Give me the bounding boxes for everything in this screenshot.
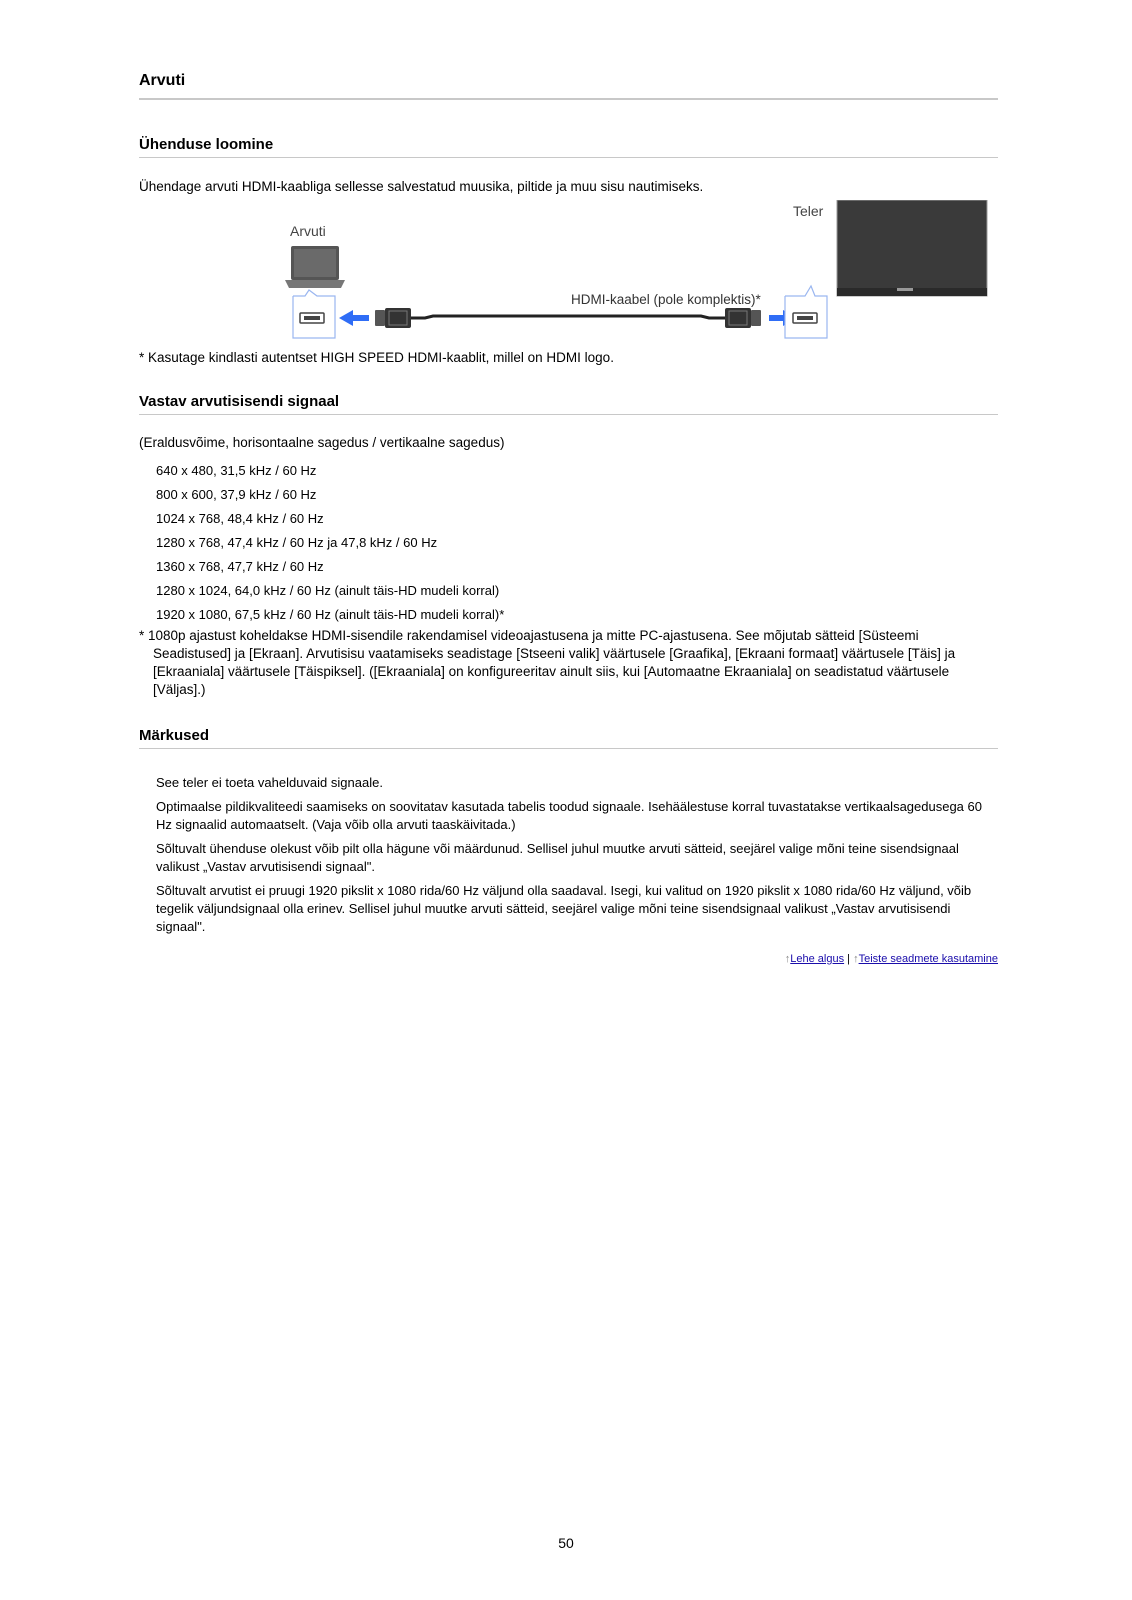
page-title: Arvuti [139,72,998,100]
section-heading-notes: Märkused [139,727,998,749]
signal-item: 1280 x 768, 47,4 kHz / 60 Hz ja 47,8 kHz / 60 Hz [156,535,438,550]
link-page-top[interactable]: Lehe algus [790,953,845,965]
link-other-devices[interactable]: Teiste seadmete kasutamine [858,953,998,965]
signal-item: 1920 x 1080, 67,5 kHz / 60 Hz (ainult täis-HD mudeli korral)* [156,607,505,622]
arrow-up-icon: ↑ [784,953,791,965]
footer-links [785,953,998,965]
tv-icon [837,200,987,296]
signal-item: 640 x 480, 31,5 kHz / 60 Hz [156,463,317,478]
hdmi-cable-icon [375,308,761,328]
laptop-icon [285,246,345,288]
notes-list [156,774,986,942]
arrow-up-icon: ↑ [853,953,859,965]
arrow-left-icon [339,310,369,326]
connection-diagram [285,200,1005,348]
signal-item: 1024 x 768, 48,4 kHz / 60 Hz [156,511,324,526]
connection-intro: Ühendage arvuti HDMI-kaabliga sellesse salvestatud muusika, piltide ja muu sisu nautimiseks. [139,179,704,194]
note-item: Sõltuvalt arvutist ei pruugi 1920 pikslit x 1080 rida/60 Hz väljund olla saadaval. Isegi, kui valitud on 1920 pikslit x 1080 rida/60 Hz väljund, võib tegelik väljundsignaal olla erinev. Sellisel juhul muutke arvuti sätteid, seejärel valige mõni teine sisendsignaal valikust „Vastav arvutisisendi signaal". [156,883,972,934]
signal-item: 1280 x 1024, 64,0 kHz / 60 Hz (ainult täis-HD mudeli korral) [156,583,500,598]
link-separator: | [847,953,851,965]
signals-caption: (Eraldusvõime, horisontaalne sagedus / vertikaalne sagedus) [139,435,505,450]
note-item: Optimaalse pildikvaliteedi saamiseks on soovitatav kasutada tabelis toodud signaale. Isehäälestuse korral tuvastatakse vertikaalsagedusega 60 Hz signaalid automaatselt. (Vaja võib olla arvuti taaskäivitada.) [156,799,982,832]
note-item: Sõltuvalt ühenduse olekust võib pilt olla hägune või määrdunud. Sellisel juhul muutke arvuti sätteid, seejärel valige mõni teine sisendsignaal valikust „Vastav arvutisisendi signaal". [156,841,959,874]
connection-footnote: * Kasutage kindlasti autentset HIGH SPEED HDMI-kaablit, millel on HDMI logo. [139,350,614,365]
diagram-label-cable: HDMI-kaabel (pole komplektis)* [571,292,761,307]
note-item: See teler ei toeta vahelduvaid signaale. [156,775,383,790]
diagram-label-tv: Teler [793,203,824,219]
computer-hdmi-port-callout [293,290,335,338]
signal-list [156,459,504,627]
page-number: 50 [558,1535,574,1551]
signal-item: 800 x 600, 37,9 kHz / 60 Hz [156,487,317,502]
signals-footnote: * 1080p ajastust koheldakse HDMI-sisendile rakendamisel videoajastusena ja mitte PC-ajastusena. See mõjutab sätteid [Süsteemi Seadistused] ja [Ekraan]. Arvutisisu vaatamiseks seadistage [Stseeni valik] väärtusele [Graafika], [Ekraani formaat] väärtusele [Täis] ja [Ekraaniala] väärtusele [Täispiksel]. ([Ekraaniala] on konfigureeritav ainult siis, kui [Automaatne Ekraaniala] on seadistatud väärtusele [Väljas].) [139,628,956,697]
diagram-label-computer: Arvuti [290,223,326,239]
section-heading-connection: Ühenduse loomine [139,136,998,158]
section-heading-signals: Vastav arvutisisendi signaal [139,393,998,415]
signal-item: 1360 x 768, 47,7 kHz / 60 Hz [156,559,324,574]
tv-hdmi-port-callout [785,286,827,338]
